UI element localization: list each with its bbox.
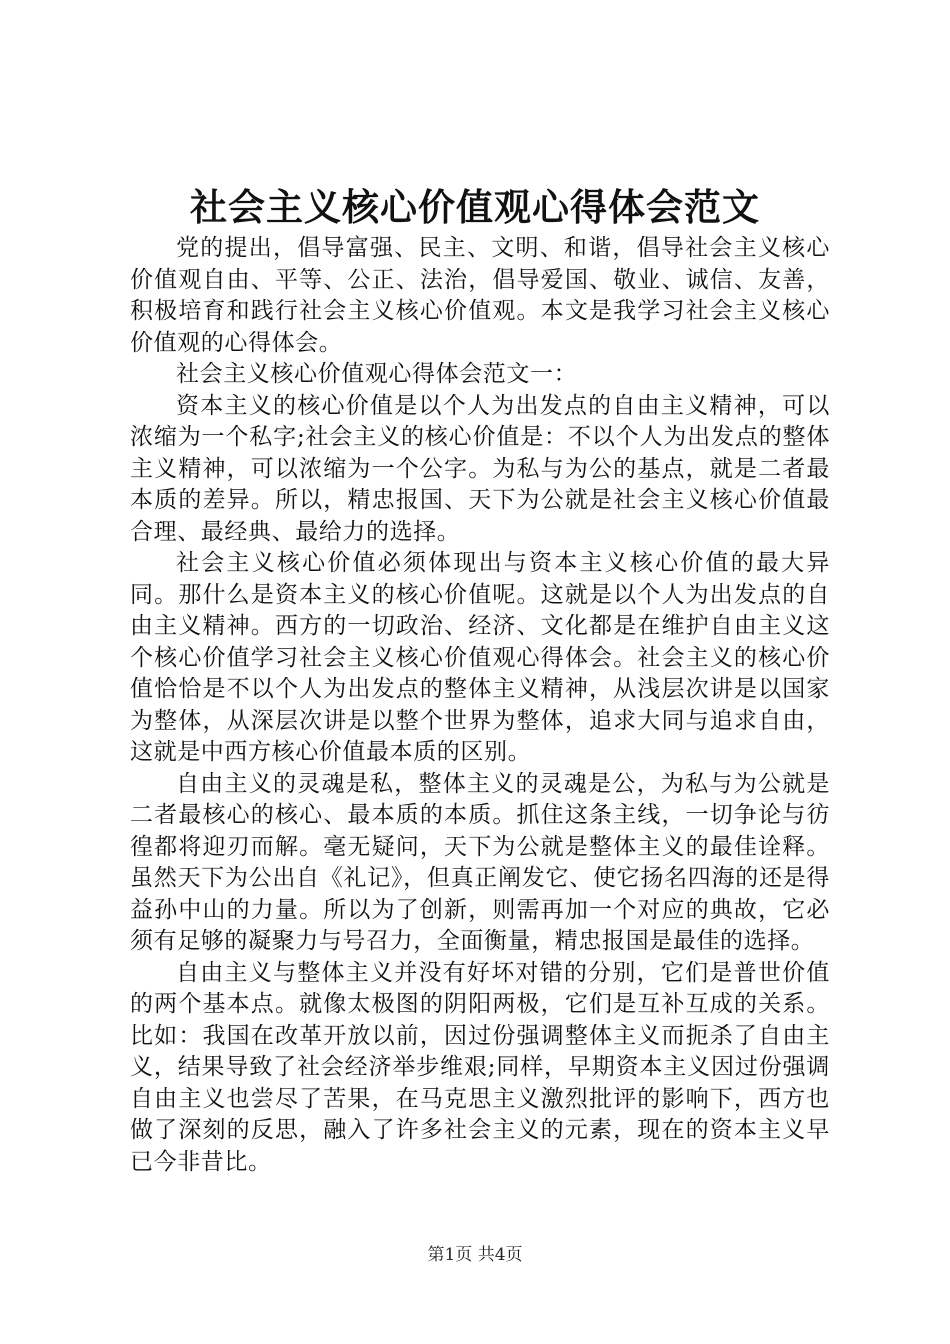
paragraph-complement: 自由主义与整体主义并没有好坏对错的分别，它们是普世价值的两个基本点。就像太极图的阴阳两极，它们是互补互成的关系。比如：我国在改革开放以前，因过份强调整体主义而扼杀了自由主义，结果导致了社会经济举步维艰;同样，早期资本主义因过份强调自由主义也尝尽了苦果，在马克思主义激烈批评的影响下，西方也做了深刻的反思，融入了许多社会主义的元素，现在的资本主义早已今非昔比。	[130, 959, 830, 1175]
paragraph-differences: 社会主义核心价值必须体现出与资本主义核心价值的最大异同。那什么是资本主义的核心价值呢。这就是以个人为出发点的自由主义精神。西方的一切政治、经济、文化都是在维护自由主义这个核心价值学习社会主义核心价值观心得体会。社会主义的核心价值恰恰是不以个人为出发点的整体主义精神，从浅层次讲是以国家为整体，从深层次讲是以整个世界为整体，追求大同与追求自由，这就是中西方核心价值最本质的区别。	[130, 550, 830, 765]
document-title: 社会主义核心价值观心得体会范文	[190, 185, 760, 229]
paragraph-soul: 自由主义的灵魂是私，整体主义的灵魂是公，为私与为公就是二者最核心的核心、最本质的本质。抓住这条主线，一切争论与彷徨都将迎刃而解。毫无疑问，天下为公就是整体主义的最佳诠释。虽然天下为公出自《礼记》，但真正阐发它、使它扬名四海的还是得益孙中山的力量。所以为了创新，则需再加一个对应的典故，它必须有足够的凝聚力与号召力，全面衡量，精忠报国是最佳的选择。	[130, 770, 830, 954]
document-body	[130, 233, 830, 1178]
paragraph-core-values: 资本主义的核心价值是以个人为出发点的自由主义精神，可以浓缩为一个私字;社会主义的核心价值是：不以个人为出发点的整体主义精神，可以浓缩为一个公字。为私与为公的基点，就是二者最本质的差异。所以，精忠报国、天下为公就是社会主义核心价值最合理、最经典、最给力的选择。	[130, 392, 830, 545]
page-number-footer: 第1页 共4页	[427, 1245, 523, 1265]
paragraph-intro: 党的提出，倡导富强、民主、文明、和谐，倡导社会主义核心价值观自由、平等、公正、法治，倡导爱国、敬业、诚信、友善，积极培育和践行社会主义核心价值观。本文是我学习社会主义核心价值观的心得体会。	[130, 235, 830, 356]
paragraph-subheading: 社会主义核心价值观心得体会范文一：	[176, 361, 578, 387]
